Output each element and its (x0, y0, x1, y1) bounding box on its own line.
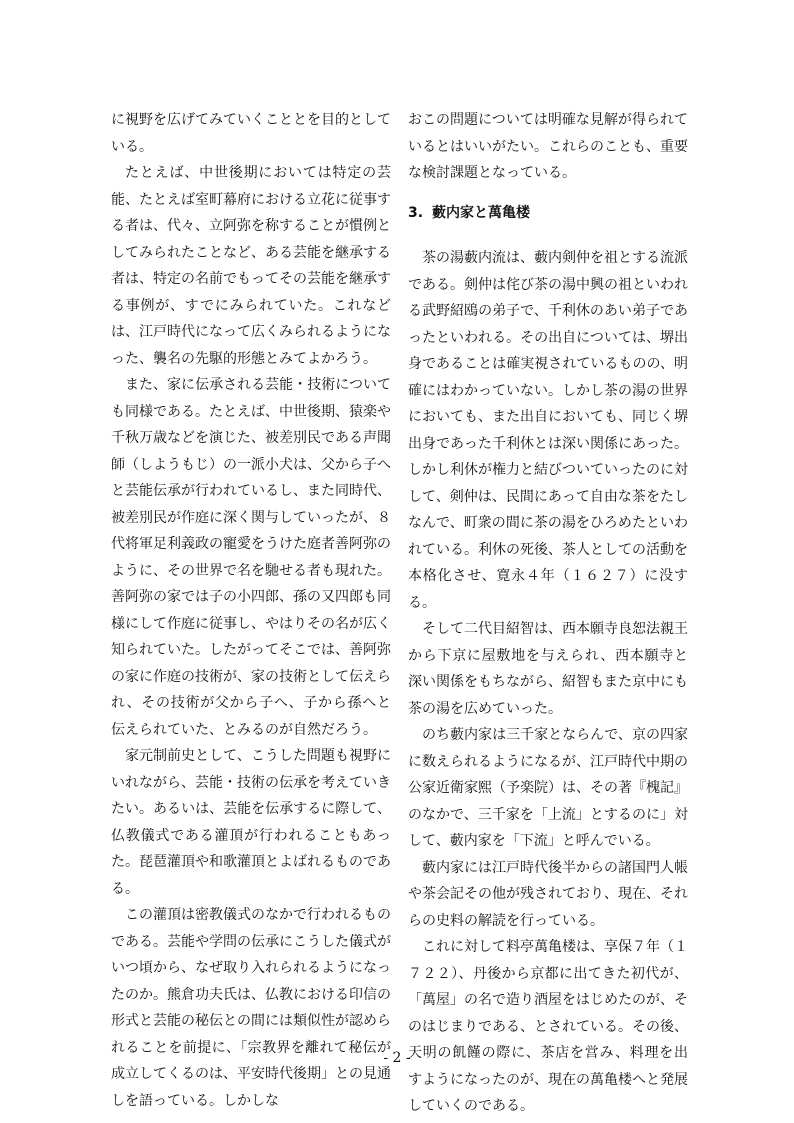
paragraph: これに対して料亭萬亀楼は、享保７年（１７２２）、丹後から京都に出てきた初代が、「萬屋」の名で造り酒屋をはじめたのが、そのはじまりである、とされている。その後、天明の飢饉の際に、茶店を営み、料理を出すようになったのが、現在の萬亀楼へと発展していくのである。 (408, 939, 688, 1114)
paragraph: 茶の湯藪内流は、藪内剣仲を祖とする流派である。剣仲は侘び茶の湯中興の祖といわれる武野紹鴎の弟子で、千利休のあい弟子であったといわれる。その出自については、堺出身であることは確実視されているものの、明確にはわかっていない。しかし茶の湯の世界においても、また出自においても、同じく堺出身であった千利休とは深い関係にあった。しかし利休が権力と結びついていったのに対して、剣仲は、民間にあって自由な茶をたしなんで、町衆の間に茶の湯をひろめたといわれている。利休の死後、茶人としての活動を本格化させ、寛永４年（１６２７）に没する。 (408, 250, 688, 611)
section-number: 3. (408, 204, 424, 221)
paragraph: また、家に伝承される芸能・技術についても同様である。たとえば、中世後期、猿楽や千秋万歳などを演じた、被差別民である声聞師（しようもじ）の一派小犬は、父から子へと芸能伝承が行われているし、また同時代、被差別民が作庭に深く関与していったが、８代将軍足利義政の寵愛をうけた庭者善阿弥のように、その世界で名を馳せる者も現れた。善阿弥の家では子の小四郎、孫の又四郎も同様にして作庭に従事し、やはりその名が広く知られていた。したがってそこでは、善阿弥の家に作庭の技術が、家の技術として伝えられ、その技術が父から子へ、子から孫へと伝えられていた、とみるのが自然だろう。 (111, 377, 391, 738)
section-title: 藪内家と萬亀楼 (432, 204, 530, 221)
paragraph: 藪内家には江戸時代後半からの諸国門人帳や茶会記その他が残されており、現在、それらの史料の解読を行っている。 (408, 859, 688, 929)
right-column (408, 107, 688, 1120)
paragraph: おこの問題については明確な見解が得られているとはいいがたい。これらのことも、重要な検討課題となっている。 (408, 112, 688, 181)
paragraph: そして二代目紹智は、西本願寺良恕法親王から下京に屋敷地を与えられ、西本願寺と深い関係をもちながら、紹智もまた京中にも茶の湯を広めていった。 (408, 621, 688, 717)
paragraph: この灌頂は密教儀式のなかで行われるものである。芸能や学問の伝承にこうした儀式がいつ頃から、なぜ取り入れられるようになったのか。熊倉功夫氏は、仏教における印信の形式と芸能の秘伝との間には類似性が認められることを前提に、「宗教界を離れて秘伝が成立してくるのは、平安時代後期」との見通しを語っている。しかしな (111, 907, 391, 1109)
section-heading (408, 200, 688, 227)
paragraph: 家元制前史として、こうした問題も視野にいれながら、芸能・技術の伝承を考えていきたい。あるいは、芸能を伝承するに際して、仏教儀式である灌頂が行われることもあった。琵琶灌頂や和歌灌頂とよばれるものである。 (111, 748, 391, 897)
paragraph: のち藪内家は三千家とならんで、京の四家に数えられるようになるが、江戸時代中期の公家近衛家熙（予楽院）は、その著『槐記』のなかで、三千家を「上流」とするのに」対して、藪内家を「下流」と呼んでいる。 (408, 727, 688, 849)
page-number: - 2 - (383, 1050, 411, 1066)
left-column (111, 107, 391, 1114)
paragraph: たとえば、中世後期においては特定の芸能、たとえば室町幕府における立花に従事する者は、代々、立阿弥を称することが慣例としてみられたことなど、ある芸能を継承する者は、特定の名前でもってその芸能を継承する事例が、すでにみられていた。これなどは、江戸時代になって広くみられるようになった、襲名の先駆的形態とみてよかろう。 (111, 165, 391, 367)
paragraph: に視野を広げてみていくこととを目的としている。 (111, 112, 391, 155)
